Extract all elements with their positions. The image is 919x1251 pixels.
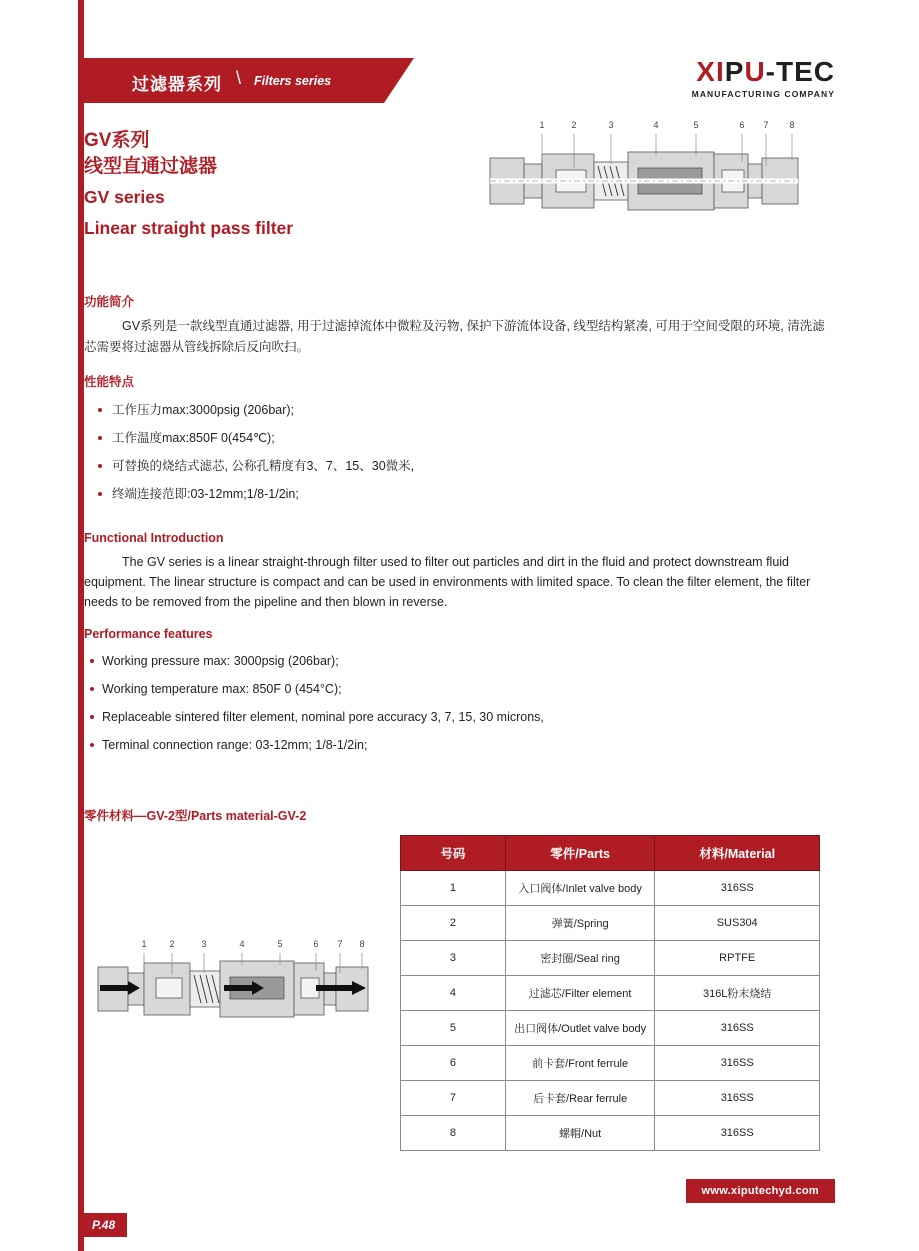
callout-5: 5 [693, 120, 699, 130]
cell-material: 316SS [655, 1081, 820, 1116]
cell-material: 316SS [655, 871, 820, 906]
parts-material-table [400, 835, 820, 1151]
cell-part: 螺帽/Nut [505, 1116, 655, 1151]
product-title-block [84, 128, 293, 240]
callout-2: 2 [169, 939, 175, 949]
column-header-part: 零件/Parts [505, 836, 655, 871]
cell-part: 入口阀体/Inlet valve body [505, 871, 655, 906]
cell-number: 5 [401, 1011, 506, 1046]
callout-3: 3 [608, 120, 614, 130]
table-row [401, 941, 820, 976]
cell-number: 7 [401, 1081, 506, 1116]
list-item: Terminal connection range: 03-12mm; 1/8-1/2in; [84, 731, 836, 759]
product-title-cn-line2: 线型直通过滤器 [84, 155, 218, 177]
series-banner [84, 58, 414, 103]
performance-features-en-list [84, 647, 836, 760]
logo-letter-x: X [696, 56, 716, 87]
product-cross-section-diagram-bottom [84, 915, 384, 1055]
cell-part: 过滤芯/Filter element [505, 976, 655, 1011]
parts-material-heading: 零件材料—GV-2型/Parts material-GV-2 [84, 809, 307, 823]
table-row [401, 871, 820, 906]
callout-4: 4 [653, 120, 659, 130]
table-row [401, 1081, 820, 1116]
callout-6: 6 [739, 120, 745, 130]
cell-number: 1 [401, 871, 506, 906]
callout-1: 1 [141, 939, 147, 949]
cell-number: 6 [401, 1046, 506, 1081]
table-header-row [401, 836, 820, 871]
cell-part: 密封圈/Seal ring [505, 941, 655, 976]
callout-8: 8 [359, 939, 365, 949]
cell-material: RPTFE [655, 941, 820, 976]
banner-title-cn: 过滤器系列 [132, 75, 222, 94]
cell-part: 前卡套/Front ferrule [505, 1046, 655, 1081]
table-row [401, 1011, 820, 1046]
logo-letter-i: I [715, 56, 725, 87]
cell-part: 弹簧/Spring [505, 906, 655, 941]
logo-subtitle: MANUFACTURING COMPANY [691, 89, 835, 99]
cell-part: 后卡套/Rear ferrule [505, 1081, 655, 1116]
performance-features-en-section [84, 627, 836, 760]
functional-intro-cn-heading: 功能简介 [84, 295, 135, 309]
cross-section-svg-bottom [84, 915, 384, 1055]
product-title-cn-line1: GV系列 [84, 130, 150, 151]
brand-logo [692, 58, 835, 99]
logo-dash: - [765, 56, 776, 87]
cell-number: 8 [401, 1116, 506, 1151]
logo-letter-u: U [744, 56, 766, 87]
logo-tec: TEC [776, 56, 835, 87]
callout-2: 2 [571, 120, 577, 130]
performance-features-cn-section [84, 372, 836, 509]
table-row [401, 1046, 820, 1081]
logo-letter-p: P [724, 56, 745, 87]
callout-6: 6 [313, 939, 319, 949]
cell-material: SUS304 [655, 906, 820, 941]
cell-material: 316SS [655, 1116, 820, 1151]
callout-7: 7 [337, 939, 343, 949]
functional-intro-cn-body: GV系列是一款线型直通过滤器, 用于过滤掉流体中微粒及污物, 保护下游流体设备, 线型结构紧凑, 可用于空间受限的环境, 清洗滤芯需要将过滤器从管线拆除后反向吹扫。 [84, 319, 825, 354]
list-item: 终端连接范即:03-12mm;1/8-1/2in; [84, 480, 836, 508]
cell-material: 316SS [655, 1011, 820, 1046]
callout-8: 8 [789, 120, 795, 130]
callout-5: 5 [277, 939, 283, 949]
callout-1: 1 [539, 120, 545, 130]
table-row [401, 906, 820, 941]
column-header-number: 号码 [401, 836, 506, 871]
list-item: Replaceable sintered filter element, nominal pore accuracy 3, 7, 15, 30 microns, [84, 703, 836, 731]
cell-number: 2 [401, 906, 506, 941]
list-item: Working temperature max: 850F 0 (454°C); [84, 675, 836, 703]
table-row [401, 1116, 820, 1151]
functional-intro-en-body: The GV series is a linear straight-through filter used to filter out particles and dirt in the fluid and protect downstream fluid equipment. The linear structure is compact and can be used in environments with limited space. To clean the filter element, the filter needs to be removed from the pipeline and then blown in reverse. [84, 555, 811, 609]
list-item: Working pressure max: 3000psig (206bar); [84, 647, 836, 675]
cell-part: 出口阀体/Outlet valve body [505, 1011, 655, 1046]
banner-title-en: Filters series [254, 74, 332, 88]
list-item: 工作温度max:850F 0(454℃); [84, 424, 836, 452]
banner-divider-slash: \ [236, 68, 242, 88]
cell-number: 4 [401, 976, 506, 1011]
column-header-material: 材料/Material [655, 836, 820, 871]
product-cross-section-diagram-top [470, 112, 830, 247]
table-row [401, 976, 820, 1011]
cell-material: 316SS [655, 1046, 820, 1081]
cross-section-svg-top [470, 112, 830, 247]
performance-features-en-heading: Performance features [84, 627, 213, 641]
functional-intro-en-heading: Functional Introduction [84, 531, 224, 545]
logo-wordmark [692, 58, 835, 86]
callout-4: 4 [239, 939, 245, 949]
list-item: 工作压力max:3000psig (206bar); [84, 396, 836, 424]
callout-3: 3 [201, 939, 207, 949]
footer-website-link[interactable]: www.xiputechyd.com [686, 1179, 835, 1203]
performance-features-cn-list [84, 396, 836, 509]
product-title-en-line1: GV series [84, 187, 165, 208]
product-title-en-line2: Linear straight pass filter [84, 217, 294, 238]
cell-material: 316L粉末烧结 [655, 976, 820, 1011]
cell-number: 3 [401, 941, 506, 976]
performance-features-cn-heading: 性能特点 [84, 375, 135, 389]
list-item: 可替换的烧结式滤芯, 公称孔精度有3、7、15、30微米, [84, 452, 836, 480]
functional-intro-en-section [84, 531, 836, 612]
functional-intro-cn-section [84, 292, 836, 357]
callout-7: 7 [763, 120, 769, 130]
page-number-badge: P.48 [84, 1213, 127, 1237]
